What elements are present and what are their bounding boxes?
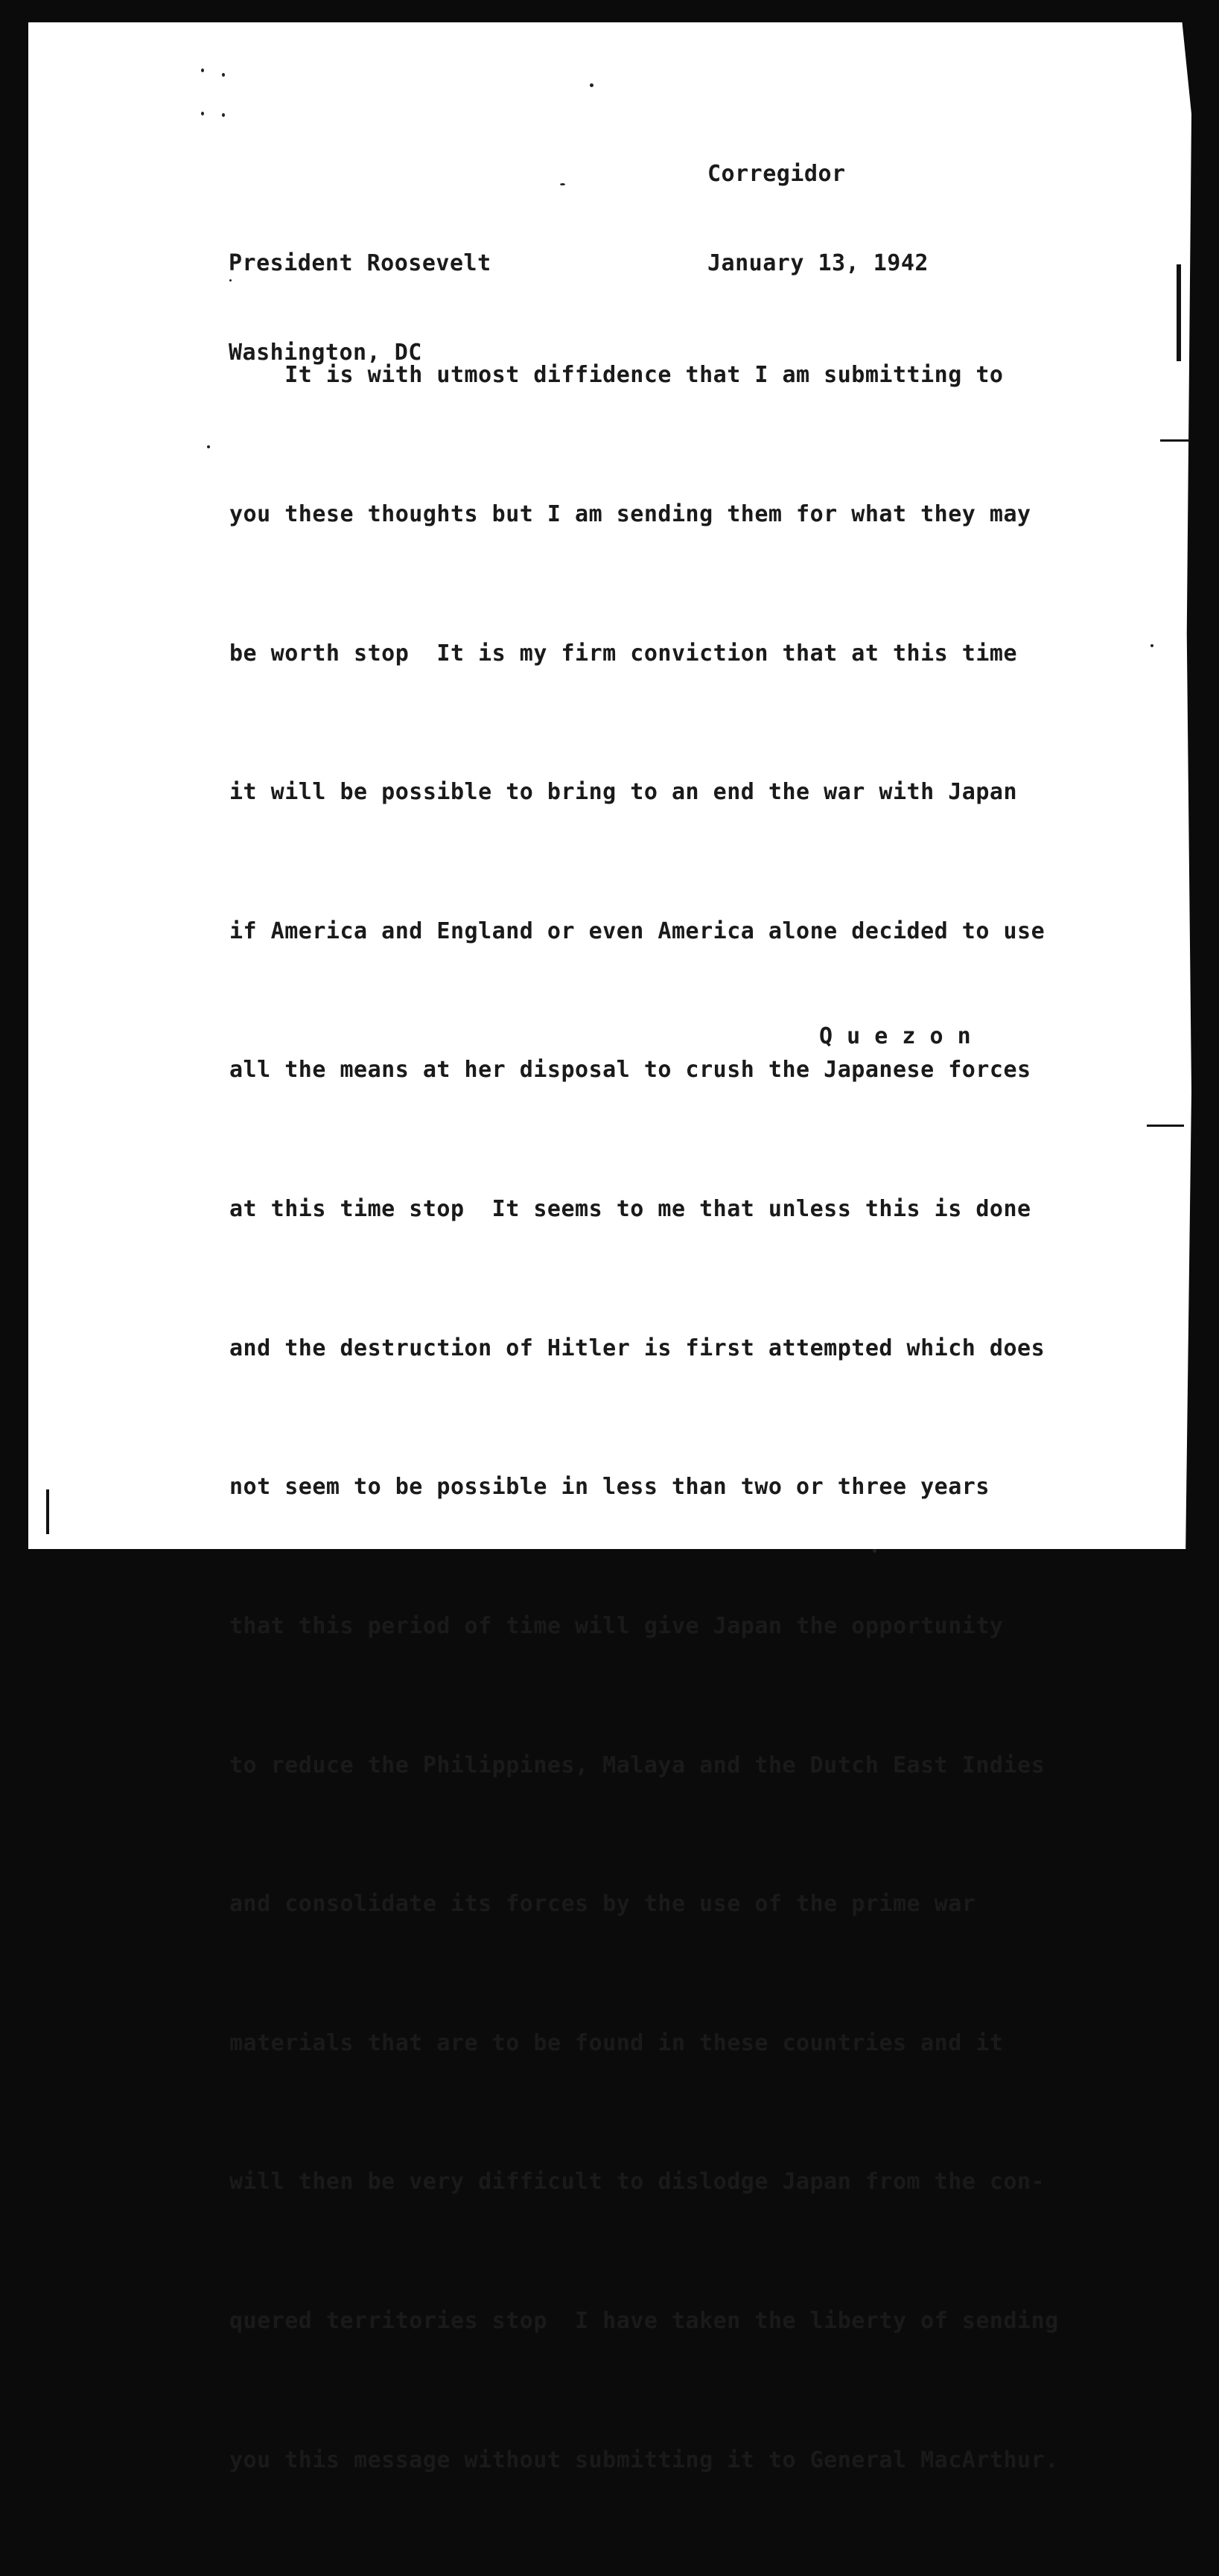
body-line: not seem to be possible in less than two or three years bbox=[229, 1474, 990, 1501]
body-line: that this period of time will give Japan the opportunity bbox=[229, 1612, 1004, 1639]
body-line: It is with utmost diffidence that I am submitting to bbox=[229, 362, 1004, 389]
body-line: it will be possible to bring to an end the war with Japan bbox=[229, 779, 1018, 806]
body-line: all the means at her disposal to crush the Japanese forces bbox=[229, 1057, 1031, 1084]
letter-date: January 13, 1942 bbox=[707, 250, 929, 276]
body-line: will then be very difficult to dislodge Japan from the con- bbox=[229, 2169, 1045, 2195]
body-line: if America and England or even America alone decided to use bbox=[229, 917, 1045, 944]
recipient-name: President Roosevelt bbox=[229, 250, 491, 276]
body-line: you these thoughts but I am sending them for what they may bbox=[229, 501, 1031, 528]
body-line: and consolidate its forces by the use of the prime war bbox=[229, 1891, 976, 1918]
signature: Q u e z o n bbox=[819, 1023, 972, 1049]
body-line: and the destruction of Hitler is first attempted which does bbox=[229, 1335, 1045, 1361]
recipient-location: Washington, DC bbox=[229, 340, 422, 366]
body-line: materials that are to be found in these countries and it bbox=[229, 2029, 1004, 2056]
body-line: at this time stop It seems to me that unless this is done bbox=[229, 1196, 1031, 1223]
letter-body bbox=[229, 260, 1063, 2576]
letter-place: Corregidor bbox=[707, 161, 846, 187]
body-line: you this message without submitting it to General MacArthur. bbox=[229, 2446, 1059, 2473]
body-line: be worth stop It is my firm conviction that at this time bbox=[229, 640, 1018, 667]
body-line: quered territories stop I have taken the liberty of sending bbox=[229, 2307, 1059, 2334]
body-line: to reduce the Philippines, Malaya and the Dutch East Indies bbox=[229, 1752, 1045, 1778]
